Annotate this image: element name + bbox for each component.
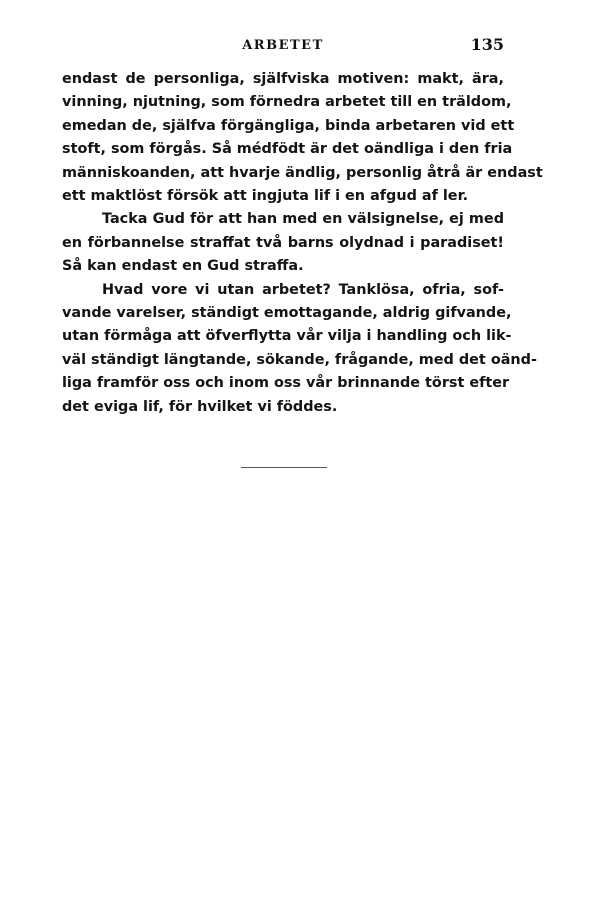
section-divider-rule bbox=[241, 467, 327, 468]
text-line: människoanden, att hvarje ändlig, personlig åtrå är endast bbox=[62, 164, 543, 181]
paragraph bbox=[62, 68, 543, 208]
text-line: vinning, njutning, som förnedra arbetet till en träldom, bbox=[62, 94, 512, 111]
text-line: ett maktlöst försök att ingjuta lif i en afgud af ler. bbox=[62, 188, 469, 205]
text-line: väl ständigt längtande, sökande, frågande, med det oänd- bbox=[62, 351, 537, 368]
text-line: det eviga lif, för hvilket vi föddes. bbox=[62, 398, 338, 415]
body-text bbox=[62, 68, 543, 419]
paragraph bbox=[62, 279, 537, 419]
running-title: ARBETET bbox=[242, 38, 324, 53]
text-line: utan förmåga att öfverflytta vår vilja i handling och lik- bbox=[62, 328, 512, 345]
text-line: Tacka Gud för att han med en välsignelse, ej med bbox=[102, 211, 504, 228]
text-line: emedan de, själfva förgängliga, binda arbetaren vid ett bbox=[62, 117, 515, 134]
text-line: liga framför oss och inom oss vår brinnande törst efter bbox=[62, 375, 510, 392]
text-line: Hvad vore vi utan arbetet? Tanklösa, ofria, sof- bbox=[102, 281, 504, 298]
text-line: endast de personliga, själfviska motiven: makt, ära, bbox=[62, 71, 504, 87]
page-number: 135 bbox=[470, 35, 504, 54]
text-line: en förbannelse straffat två barns olydnad i paradiset! bbox=[62, 234, 504, 251]
paragraph bbox=[62, 208, 504, 278]
text-line: vande varelser, ständigt emottagande, aldrig gifvande, bbox=[62, 305, 512, 322]
text-line: stoft, som förgås. Så médfödt är det oändliga i den fria bbox=[62, 141, 513, 158]
text-line: Så kan endast en Gud straffa. bbox=[62, 258, 304, 275]
running-header bbox=[62, 35, 504, 60]
